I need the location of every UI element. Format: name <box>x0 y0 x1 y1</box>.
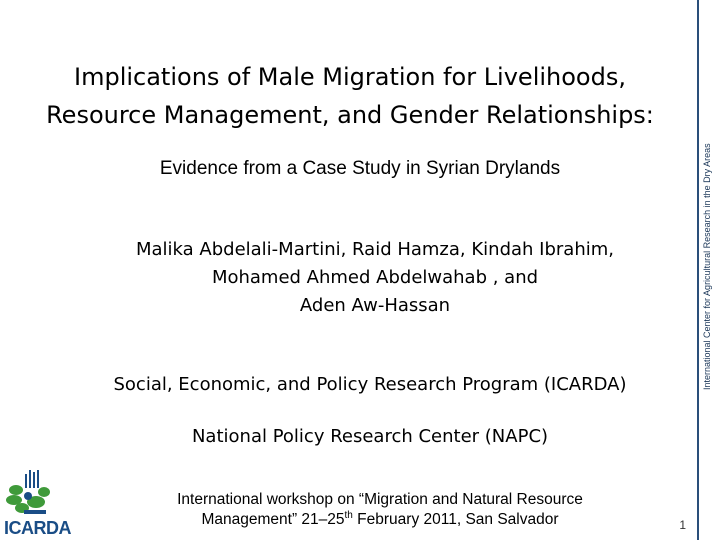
sidebar-divider <box>697 0 699 540</box>
sidebar-vertical-text: International Center for Agricultural Research in the Dry Areas <box>702 143 712 390</box>
workshop-info <box>150 490 610 530</box>
icarda-wheat-emblem-icon <box>0 466 80 522</box>
subtitle: Evidence from a Case Study in Syrian Drylands <box>159 158 561 179</box>
workshop-line-1: International workshop on “Migration and Natural Resource <box>177 491 583 508</box>
workshop-line-2 <box>150 510 610 530</box>
workshop-dates-post: February 2011, San Salvador <box>352 511 559 528</box>
authors-line-1: Malika Abdelali-Martini, Raid Hamza, Kindah Ibrahim, <box>135 239 614 260</box>
organization-napc: National Policy Research Center (NAPC) <box>191 426 549 447</box>
icarda-logo <box>0 466 80 540</box>
page-number: 1 <box>679 518 686 532</box>
organization-icarda: Social, Economic, and Policy Research Program (ICARDA) <box>113 374 627 395</box>
workshop-dates-sup: th <box>344 509 353 521</box>
logo-text: ICARDA <box>4 518 71 538</box>
title-line-1: Implications of Male Migration for Livelihoods, <box>74 63 626 91</box>
workshop-dates-pre: Management” 21–25 <box>201 511 345 528</box>
authors-line-2: Mohamed Ahmed Abdelwahab , and <box>211 267 539 288</box>
authors-line-3: Aden Aw-Hassan <box>299 295 451 316</box>
title-line-2: Resource Management, and Gender Relationships: <box>46 101 654 129</box>
authors <box>0 236 720 320</box>
